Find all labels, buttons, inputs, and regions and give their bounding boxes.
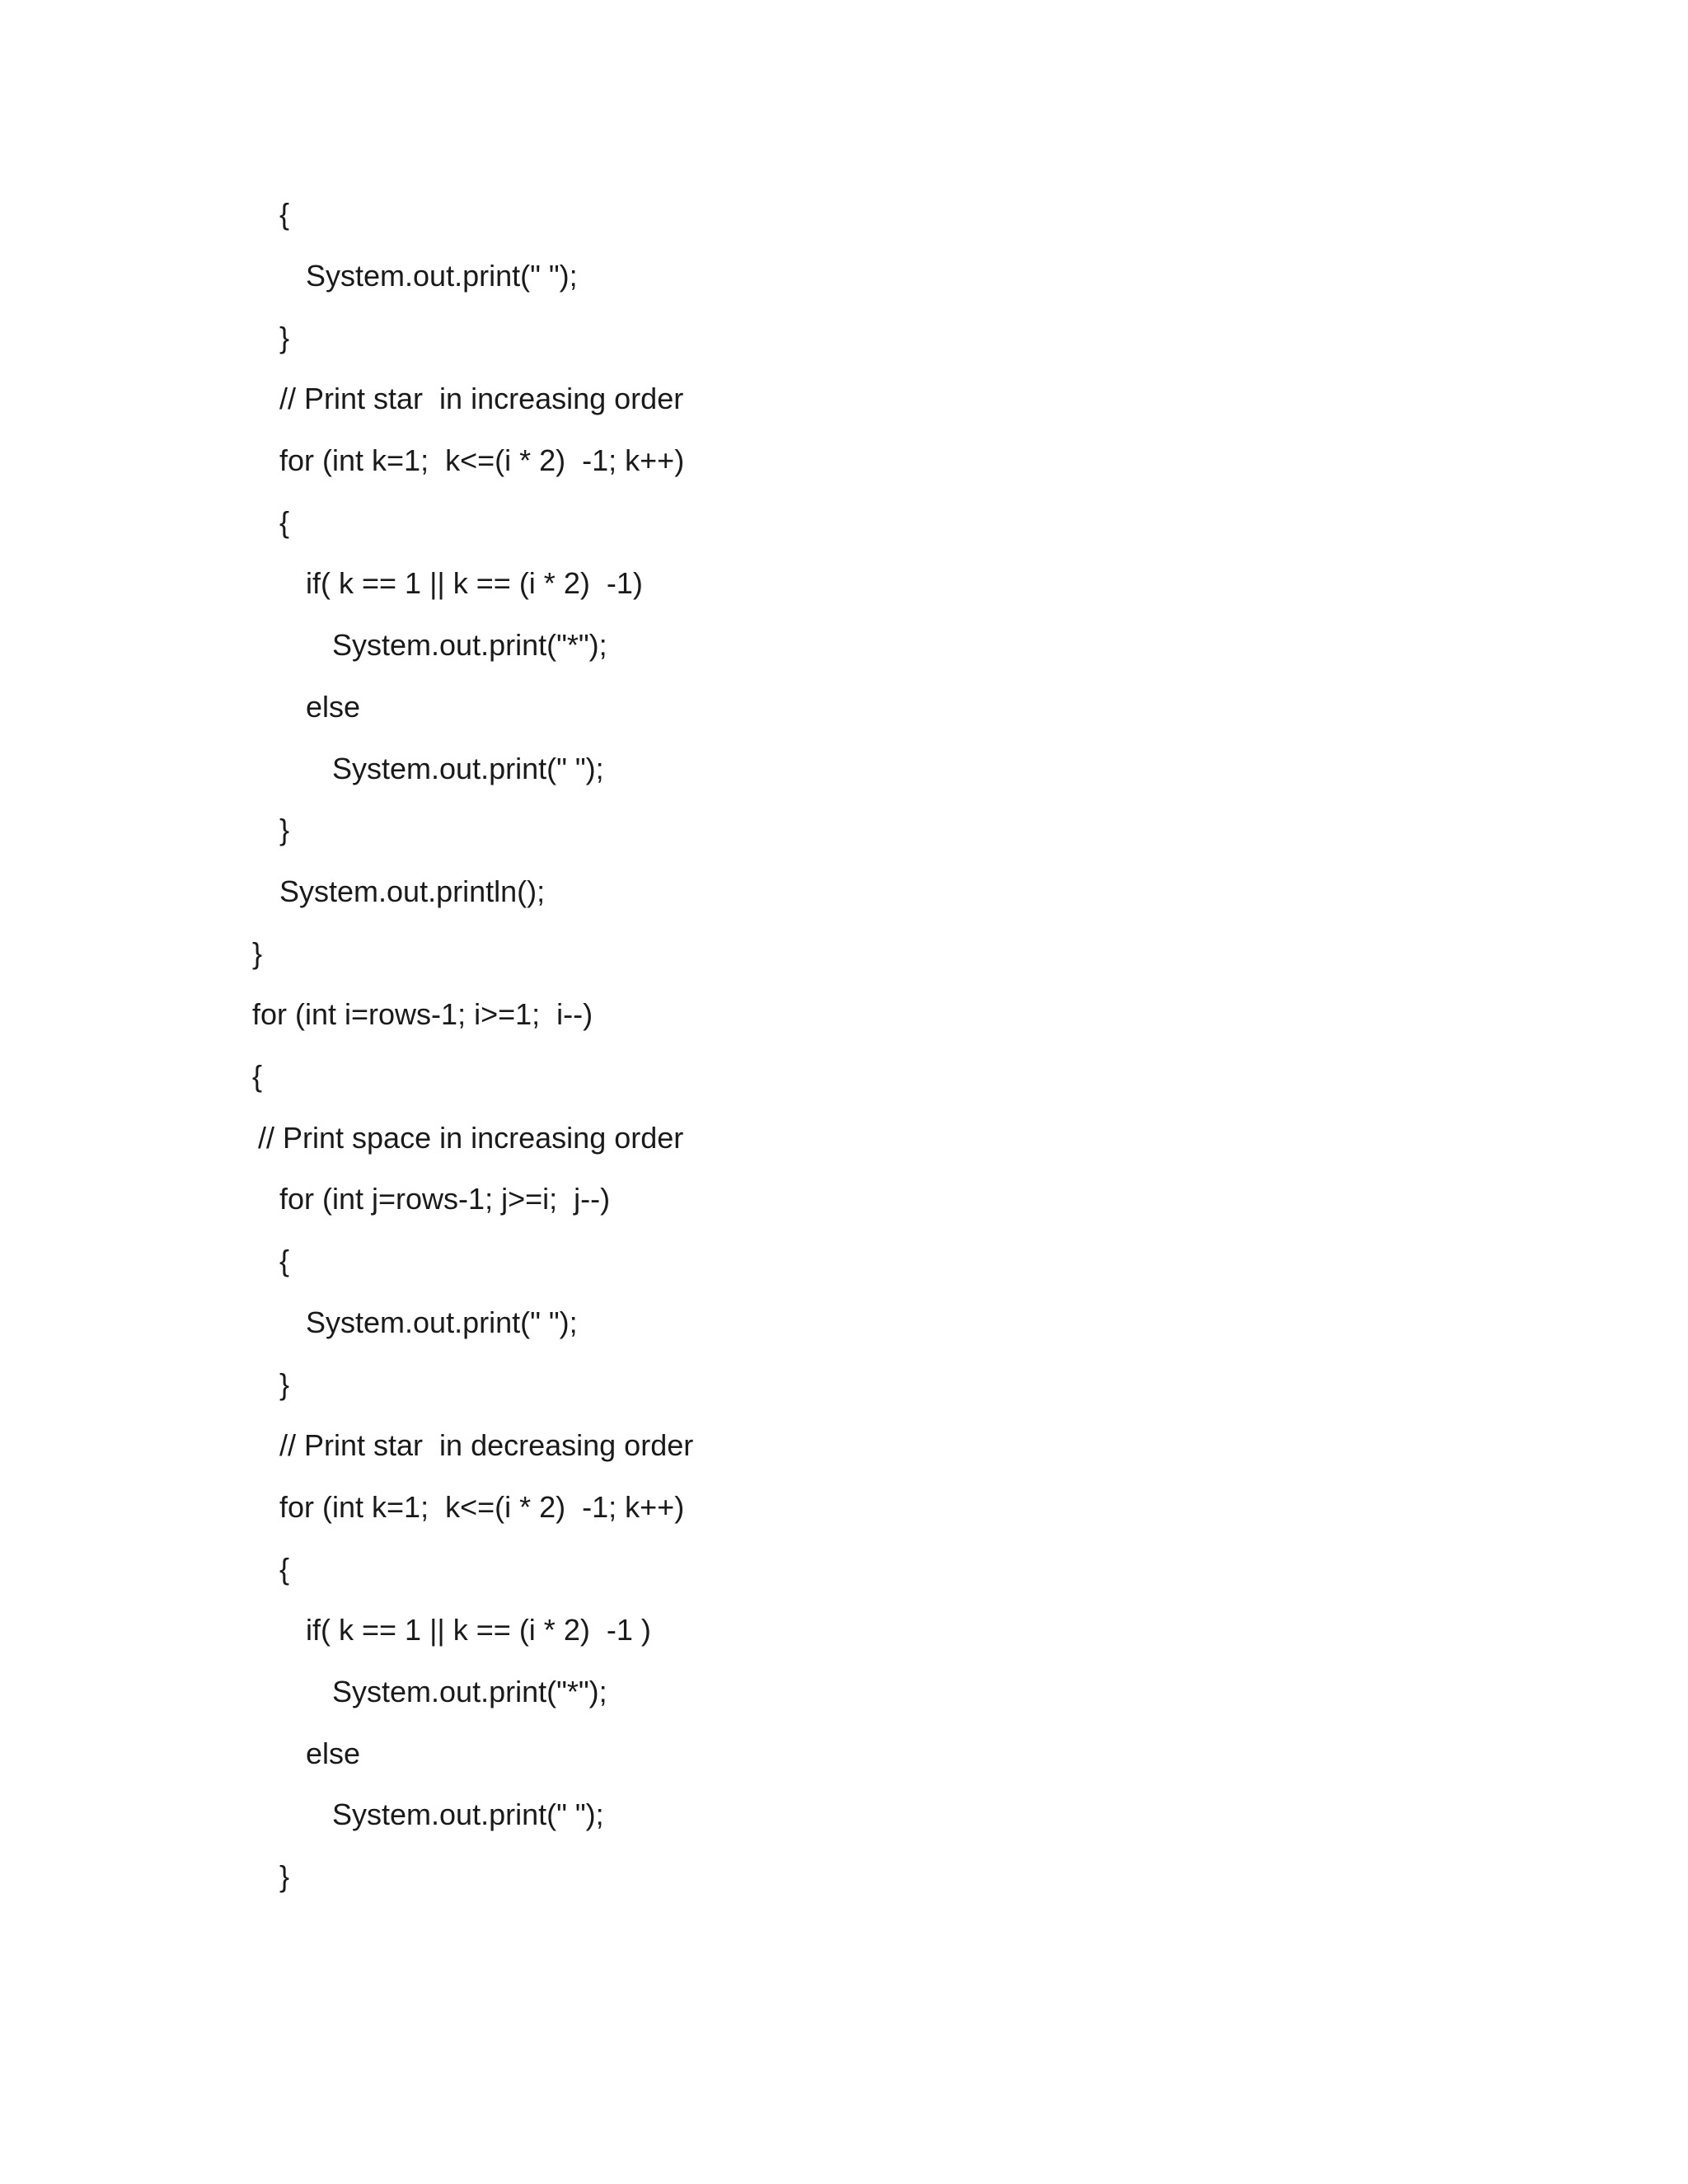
- code-line: System.out.print("*");: [332, 628, 607, 662]
- code-comment: // Print star in decreasing order: [279, 1428, 694, 1462]
- code-line: }: [279, 1367, 290, 1401]
- code-line: System.out.print(" ");: [332, 752, 604, 785]
- code-line: System.out.print(" ");: [306, 1305, 578, 1339]
- code-line: }: [279, 1859, 290, 1893]
- code-line: System.out.print(" ");: [306, 259, 578, 293]
- code-line: for (int j=rows-1; j>=i; j--): [279, 1182, 611, 1216]
- code-line: {: [279, 1244, 290, 1277]
- code-line: System.out.print(" ");: [332, 1797, 604, 1831]
- code-line: {: [252, 1059, 263, 1093]
- code-line: {: [279, 505, 290, 539]
- code-line: }: [279, 321, 290, 354]
- code-line: System.out.println();: [279, 874, 546, 908]
- code-line: else: [306, 1736, 361, 1770]
- code-line: System.out.print("*");: [332, 1675, 607, 1708]
- code-line: else: [306, 690, 361, 724]
- code-line: for (int k=1; k<=(i * 2) -1; k++): [279, 443, 685, 477]
- code-line: for (int k=1; k<=(i * 2) -1; k++): [279, 1490, 685, 1524]
- code-line: if( k == 1 || k == (i * 2) -1 ): [306, 1613, 651, 1647]
- code-line: for (int i=rows-1; i>=1; i--): [252, 997, 593, 1031]
- code-comment: // Print star in increasing order: [279, 382, 684, 415]
- code-line: }: [252, 936, 263, 970]
- code-line: {: [279, 1552, 290, 1586]
- code-comment: // Print space in increasing order: [258, 1121, 684, 1155]
- code-line: }: [279, 813, 290, 846]
- code-line: if( k == 1 || k == (i * 2) -1): [306, 566, 643, 600]
- code-line: {: [279, 197, 290, 231]
